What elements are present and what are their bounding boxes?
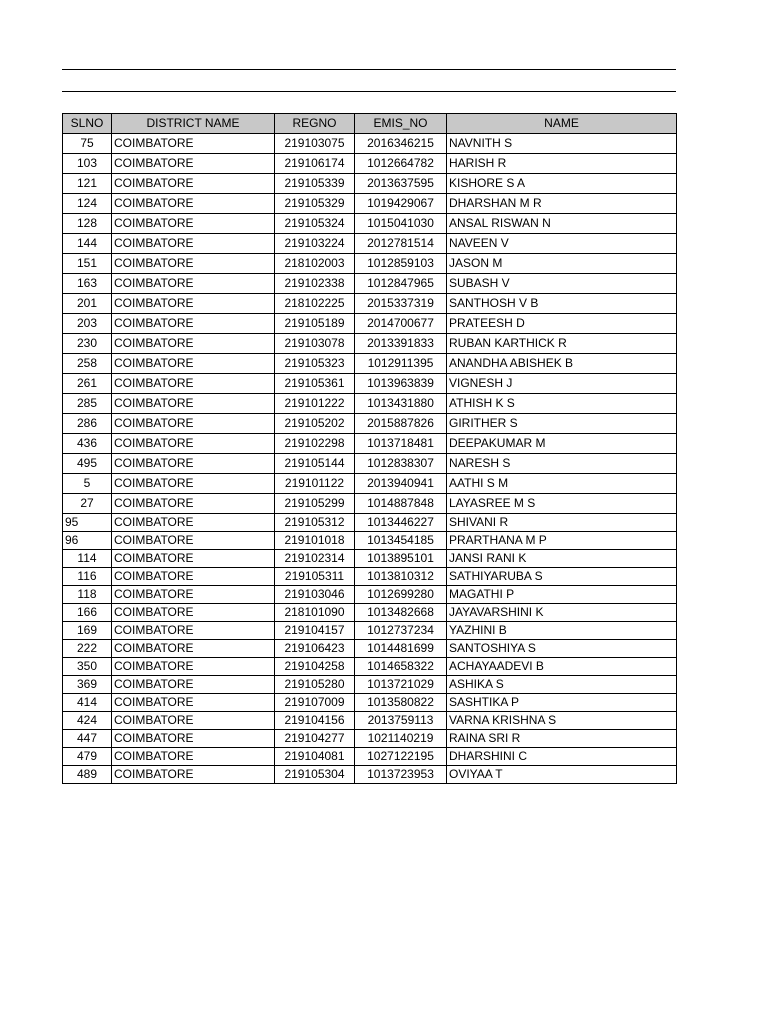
cell-regno: 219101018 <box>275 532 355 550</box>
cell-emis-no: 1013810312 <box>355 568 447 586</box>
cell-name: ATHISH K S <box>447 394 677 414</box>
cell-emis-no: 1021140219 <box>355 730 447 748</box>
cell-district-name: COIMBATORE <box>112 254 275 274</box>
cell-emis-no: 1013723953 <box>355 766 447 784</box>
cell-slno: 424 <box>63 712 112 730</box>
cell-slno: 118 <box>63 586 112 604</box>
cell-emis-no: 1013718481 <box>355 434 447 454</box>
table-row <box>63 550 677 568</box>
cell-slno: 258 <box>63 354 112 374</box>
cell-name: JAYAVARSHINI K <box>447 604 677 622</box>
cell-district-name: COIMBATORE <box>112 640 275 658</box>
cell-name: RAINA SRI R <box>447 730 677 748</box>
cell-emis-no: 1015041030 <box>355 214 447 234</box>
cell-district-name: COIMBATORE <box>112 694 275 712</box>
cell-district-name: COIMBATORE <box>112 414 275 434</box>
cell-district-name: COIMBATORE <box>112 766 275 784</box>
cell-district-name: COIMBATORE <box>112 434 275 454</box>
cell-emis-no: 1012847965 <box>355 274 447 294</box>
cell-regno: 219105361 <box>275 374 355 394</box>
cell-slno: 230 <box>63 334 112 354</box>
cell-emis-no: 1012737234 <box>355 622 447 640</box>
cell-district-name: COIMBATORE <box>112 658 275 676</box>
table-row <box>63 414 677 434</box>
cell-slno: 128 <box>63 214 112 234</box>
cell-district-name: COIMBATORE <box>112 586 275 604</box>
table-body <box>63 134 677 784</box>
cell-regno: 219104258 <box>275 658 355 676</box>
cell-slno: 163 <box>63 274 112 294</box>
cell-name: YAZHINI B <box>447 622 677 640</box>
cell-emis-no: 2013759113 <box>355 712 447 730</box>
table-row <box>63 640 677 658</box>
cell-name: ASHIKA S <box>447 676 677 694</box>
cell-name: OVIYAA T <box>447 766 677 784</box>
cell-district-name: COIMBATORE <box>112 274 275 294</box>
cell-emis-no: 2015337319 <box>355 294 447 314</box>
cell-name: LAYASREE M S <box>447 494 677 514</box>
table-row <box>63 748 677 766</box>
cell-regno: 219105311 <box>275 568 355 586</box>
cell-name: NARESH S <box>447 454 677 474</box>
cell-slno: 144 <box>63 234 112 254</box>
cell-name: RUBAN KARTHICK R <box>447 334 677 354</box>
cell-emis-no: 2012781514 <box>355 234 447 254</box>
cell-district-name: COIMBATORE <box>112 748 275 766</box>
cell-emis-no: 1012859103 <box>355 254 447 274</box>
cell-emis-no: 1013580822 <box>355 694 447 712</box>
cell-slno: 489 <box>63 766 112 784</box>
table-row <box>63 254 677 274</box>
cell-name: DHARSHINI C <box>447 748 677 766</box>
cell-slno: 201 <box>63 294 112 314</box>
cell-regno: 219103046 <box>275 586 355 604</box>
table-row <box>63 514 677 532</box>
cell-regno: 219102314 <box>275 550 355 568</box>
cell-regno: 219105329 <box>275 194 355 214</box>
cell-regno: 219105312 <box>275 514 355 532</box>
cell-name: JASON M <box>447 254 677 274</box>
cell-regno: 218102003 <box>275 254 355 274</box>
cell-district-name: COIMBATORE <box>112 374 275 394</box>
cell-district-name: COIMBATORE <box>112 532 275 550</box>
cell-name: VARNA KRISHNA S <box>447 712 677 730</box>
table-row <box>63 374 677 394</box>
cell-emis-no: 2015887826 <box>355 414 447 434</box>
cell-regno: 219103078 <box>275 334 355 354</box>
table-row <box>63 314 677 334</box>
cell-regno: 219105304 <box>275 766 355 784</box>
cell-slno: 369 <box>63 676 112 694</box>
table-row <box>63 194 677 214</box>
table-row <box>63 134 677 154</box>
cell-name: NAVEEN V <box>447 234 677 254</box>
cell-emis-no: 1013895101 <box>355 550 447 568</box>
cell-regno: 219105324 <box>275 214 355 234</box>
cell-regno: 219101222 <box>275 394 355 414</box>
cell-name: VIGNESH J <box>447 374 677 394</box>
table-row <box>63 586 677 604</box>
header-slno: SLNO <box>63 114 112 134</box>
cell-regno: 219102338 <box>275 274 355 294</box>
cell-emis-no: 1013431880 <box>355 394 447 414</box>
cell-district-name: COIMBATORE <box>112 394 275 414</box>
header-emis-no: EMIS_NO <box>355 114 447 134</box>
cell-slno: 436 <box>63 434 112 454</box>
cell-slno: 495 <box>63 454 112 474</box>
cell-name: SASHTIKA P <box>447 694 677 712</box>
cell-regno: 218102225 <box>275 294 355 314</box>
cell-emis-no: 2013940941 <box>355 474 447 494</box>
cell-district-name: COIMBATORE <box>112 454 275 474</box>
cell-regno: 219103075 <box>275 134 355 154</box>
cell-district-name: COIMBATORE <box>112 294 275 314</box>
cell-district-name: COIMBATORE <box>112 494 275 514</box>
cell-name: GIRITHER S <box>447 414 677 434</box>
blank-row-2 <box>62 91 676 113</box>
cell-emis-no: 1012911395 <box>355 354 447 374</box>
blank-row-1 <box>62 69 676 91</box>
cell-district-name: COIMBATORE <box>112 234 275 254</box>
cell-district-name: COIMBATORE <box>112 214 275 234</box>
cell-regno: 219106423 <box>275 640 355 658</box>
cell-district-name: COIMBATORE <box>112 712 275 730</box>
table-row <box>63 474 677 494</box>
cell-emis-no: 2013391833 <box>355 334 447 354</box>
cell-emis-no: 1013963839 <box>355 374 447 394</box>
cell-emis-no: 1012699280 <box>355 586 447 604</box>
table-row <box>63 214 677 234</box>
cell-name: NAVNITH S <box>447 134 677 154</box>
cell-district-name: COIMBATORE <box>112 550 275 568</box>
cell-district-name: COIMBATORE <box>112 474 275 494</box>
cell-slno: 203 <box>63 314 112 334</box>
cell-emis-no: 2016346215 <box>355 134 447 154</box>
cell-district-name: COIMBATORE <box>112 334 275 354</box>
cell-slno: 447 <box>63 730 112 748</box>
cell-regno: 219102298 <box>275 434 355 454</box>
table-row <box>63 676 677 694</box>
cell-regno: 219105299 <box>275 494 355 514</box>
cell-regno: 219105339 <box>275 174 355 194</box>
cell-name: SANTOSHIYA S <box>447 640 677 658</box>
cell-regno: 219105189 <box>275 314 355 334</box>
cell-regno: 219107009 <box>275 694 355 712</box>
cell-emis-no: 1014481699 <box>355 640 447 658</box>
cell-name: PRARTHANA M P <box>447 532 677 550</box>
header-row <box>63 114 677 134</box>
cell-name: KISHORE S A <box>447 174 677 194</box>
table-row <box>63 532 677 550</box>
cell-name: DEEPAKUMAR M <box>447 434 677 454</box>
cell-regno: 219105280 <box>275 676 355 694</box>
cell-slno: 286 <box>63 414 112 434</box>
table-row <box>63 454 677 474</box>
cell-slno: 222 <box>63 640 112 658</box>
cell-slno: 121 <box>63 174 112 194</box>
cell-name: HARISH R <box>447 154 677 174</box>
table-row <box>63 494 677 514</box>
cell-emis-no: 2013637595 <box>355 174 447 194</box>
cell-emis-no: 1013454185 <box>355 532 447 550</box>
table-row <box>63 234 677 254</box>
table-row <box>63 434 677 454</box>
cell-emis-no: 1014658322 <box>355 658 447 676</box>
table-row <box>63 658 677 676</box>
table-row <box>63 694 677 712</box>
cell-slno: 103 <box>63 154 112 174</box>
cell-emis-no: 1013482668 <box>355 604 447 622</box>
cell-regno: 219105144 <box>275 454 355 474</box>
cell-name: AATHI S M <box>447 474 677 494</box>
cell-name: SHIVANI R <box>447 514 677 532</box>
cell-emis-no: 1013721029 <box>355 676 447 694</box>
table-row <box>63 154 677 174</box>
cell-regno: 219105323 <box>275 354 355 374</box>
cell-name: ACHAYAADEVI B <box>447 658 677 676</box>
cell-slno: 166 <box>63 604 112 622</box>
cell-slno: 96 <box>63 532 112 550</box>
cell-slno: 169 <box>63 622 112 640</box>
cell-emis-no: 2014700677 <box>355 314 447 334</box>
cell-regno: 218101090 <box>275 604 355 622</box>
table-row <box>63 622 677 640</box>
cell-district-name: COIMBATORE <box>112 622 275 640</box>
table-row <box>63 354 677 374</box>
cell-slno: 414 <box>63 694 112 712</box>
header-name: NAME <box>447 114 677 134</box>
table-row <box>63 712 677 730</box>
cell-regno: 219104157 <box>275 622 355 640</box>
cell-district-name: COIMBATORE <box>112 568 275 586</box>
header-district-name: DISTRICT NAME <box>112 114 275 134</box>
header-regno: REGNO <box>275 114 355 134</box>
cell-district-name: COIMBATORE <box>112 514 275 532</box>
cell-slno: 5 <box>63 474 112 494</box>
cell-regno: 219105202 <box>275 414 355 434</box>
cell-slno: 27 <box>63 494 112 514</box>
cell-district-name: COIMBATORE <box>112 604 275 622</box>
cell-district-name: COIMBATORE <box>112 134 275 154</box>
cell-slno: 479 <box>63 748 112 766</box>
cell-name: ANANDHA ABISHEK B <box>447 354 677 374</box>
table-row <box>63 294 677 314</box>
table-row <box>63 394 677 414</box>
cell-emis-no: 1019429067 <box>355 194 447 214</box>
cell-emis-no: 1012664782 <box>355 154 447 174</box>
table-row <box>63 766 677 784</box>
cell-name: SATHIYARUBA S <box>447 568 677 586</box>
cell-slno: 350 <box>63 658 112 676</box>
cell-name: SUBASH V <box>447 274 677 294</box>
cell-regno: 219104277 <box>275 730 355 748</box>
cell-slno: 124 <box>63 194 112 214</box>
cell-regno: 219104081 <box>275 748 355 766</box>
cell-district-name: COIMBATORE <box>112 154 275 174</box>
cell-emis-no: 1013446227 <box>355 514 447 532</box>
cell-district-name: COIMBATORE <box>112 354 275 374</box>
cell-regno: 219101122 <box>275 474 355 494</box>
cell-name: SANTHOSH V B <box>447 294 677 314</box>
cell-district-name: COIMBATORE <box>112 730 275 748</box>
cell-slno: 151 <box>63 254 112 274</box>
cell-name: ANSAL RISWAN N <box>447 214 677 234</box>
cell-name: JANSI RANI K <box>447 550 677 568</box>
cell-district-name: COIMBATORE <box>112 676 275 694</box>
table-row <box>63 274 677 294</box>
cell-regno: 219106174 <box>275 154 355 174</box>
cell-regno: 219104156 <box>275 712 355 730</box>
cell-district-name: COIMBATORE <box>112 314 275 334</box>
cell-name: PRATEESH D <box>447 314 677 334</box>
cell-district-name: COIMBATORE <box>112 174 275 194</box>
table-row <box>63 730 677 748</box>
cell-emis-no: 1014887848 <box>355 494 447 514</box>
cell-name: DHARSHAN M R <box>447 194 677 214</box>
table-row <box>63 174 677 194</box>
table-row <box>63 568 677 586</box>
cell-name: MAGATHI P <box>447 586 677 604</box>
table-row <box>63 334 677 354</box>
cell-slno: 95 <box>63 514 112 532</box>
spreadsheet <box>62 69 676 784</box>
cell-district-name: COIMBATORE <box>112 194 275 214</box>
cell-slno: 114 <box>63 550 112 568</box>
cell-slno: 261 <box>63 374 112 394</box>
table-row <box>63 604 677 622</box>
cell-regno: 219103224 <box>275 234 355 254</box>
cell-slno: 75 <box>63 134 112 154</box>
cell-emis-no: 1027122195 <box>355 748 447 766</box>
student-table <box>62 113 677 784</box>
cell-slno: 116 <box>63 568 112 586</box>
cell-slno: 285 <box>63 394 112 414</box>
cell-emis-no: 1012838307 <box>355 454 447 474</box>
